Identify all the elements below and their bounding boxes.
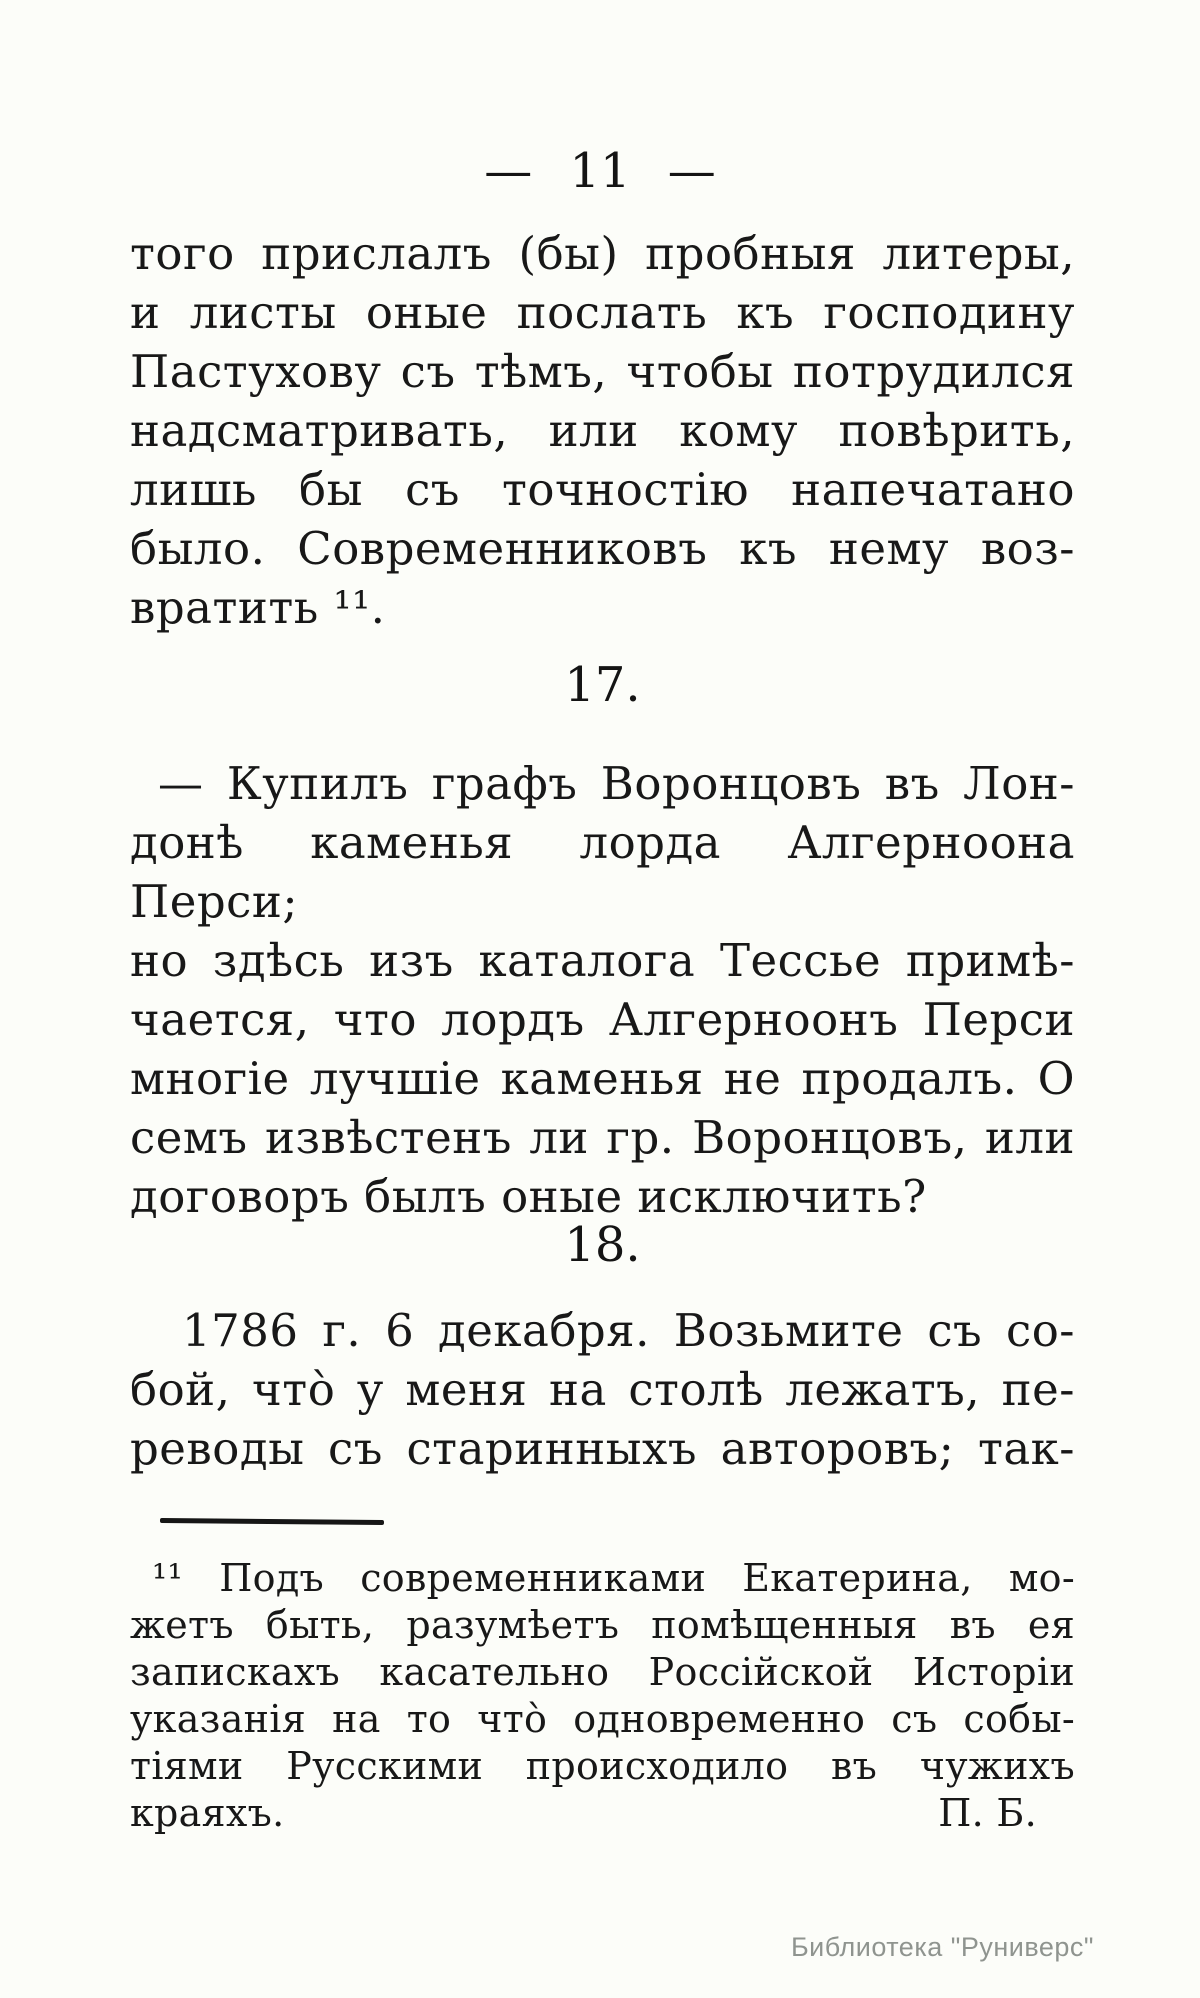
text-line: Пастухову съ тѣмъ, чтобы потрудился — [130, 345, 1075, 398]
paragraph-section-17 — [130, 754, 1075, 1226]
footnote-line: тіями Русскими происходило въ чужихъ — [130, 1744, 1075, 1788]
text-line: вратить ¹¹. — [130, 581, 386, 634]
page-number-header: — 11 — — [484, 143, 716, 199]
text-line: надсматривать, или кому повѣрить, — [130, 404, 1075, 457]
section-heading-17: 17. — [564, 657, 641, 713]
footnote-line: жетъ быть, разумѣетъ помѣщенныя въ ея — [130, 1603, 1075, 1647]
footnote-line-end: краяхъ. — [130, 1791, 285, 1835]
footnote-last-line — [130, 1790, 1075, 1837]
text-line: но здѣсь изъ каталога Тессье примѣ- — [130, 934, 1075, 987]
text-line: 1786 г. 6 декабря. Возьмите съ со- — [182, 1304, 1075, 1357]
footnote-signature: П. Б. — [938, 1791, 1037, 1835]
paragraph-section-18 — [130, 1301, 1075, 1478]
text-line: и листы оные послать къ господину — [130, 286, 1075, 339]
footnote-line: запискахъ касательно Россійской Исторіи — [130, 1650, 1075, 1694]
section-heading-18: 18. — [564, 1217, 641, 1273]
text-line: бой, что̀ у меня на столѣ лежатъ, пе- — [130, 1363, 1075, 1416]
text-line: того прислалъ (бы) пробныя литеры, — [130, 227, 1075, 280]
library-watermark: Библиотека "Руниверс" — [790, 1932, 1094, 1962]
footnote-line: указанія на то что̀ одновременно съ собы- — [130, 1697, 1075, 1741]
footnote-line: ¹¹ Подъ современниками Екатерина, мо- — [152, 1556, 1075, 1600]
text-line: семъ извѣстенъ ли гр. Воронцовъ, или — [130, 1111, 1075, 1164]
footnote-divider — [160, 1518, 384, 1525]
text-line: чается, что лордъ Алгерноонъ Перси — [130, 993, 1075, 1046]
paragraph-intro — [130, 224, 1075, 637]
text-line: было. Современниковъ къ нему воз- — [130, 522, 1075, 575]
text-line: донѣ каменья лорда Алгерноона Перси; — [130, 816, 1075, 928]
footnote — [130, 1555, 1075, 1837]
text-line: лишь бы съ точностію напечатано — [130, 463, 1075, 516]
text-line: договоръ былъ оные исключить? — [130, 1170, 927, 1223]
text-line: — Купилъ графъ Воронцовъ въ Лон- — [158, 757, 1075, 810]
text-line: многіе лучшіе каменья не продалъ. О — [130, 1052, 1075, 1105]
text-line: реводы съ старинныхъ авторовъ; так- — [130, 1422, 1075, 1475]
